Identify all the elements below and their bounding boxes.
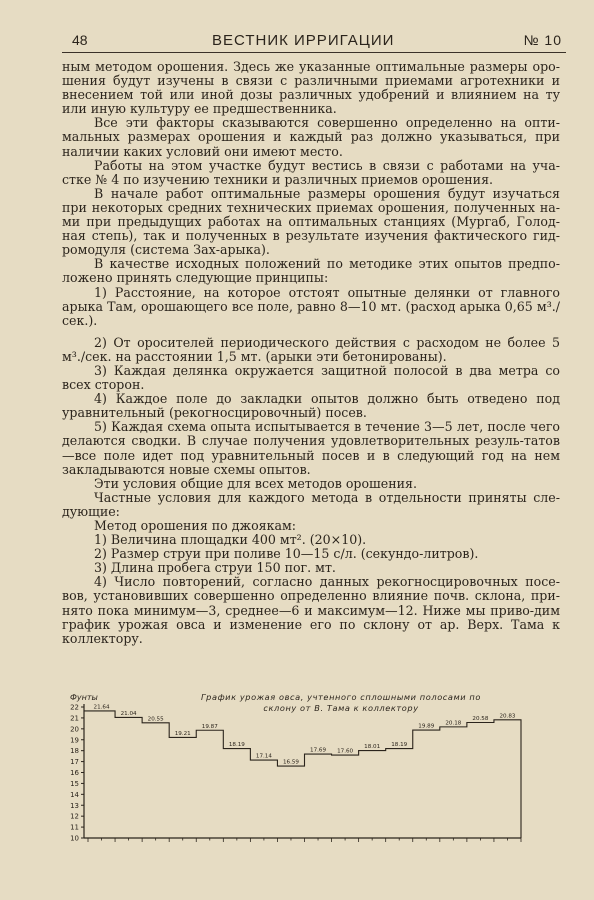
list-item: 4) Каждое поле до закладки опытов должно быть отведено под уравнительный (рекогносцировочный) посев. [62,391,560,421]
data-label: 17.14 [255,753,272,760]
y-tick-label: 16 [70,769,79,777]
yield-chart [66,690,536,860]
data-label: 20.55 [147,716,164,723]
y-tick-label: 20 [70,725,79,734]
y-tick-label: 12 [70,812,79,821]
issue-number: № 10 [523,32,562,48]
data-label: 18.19 [391,742,408,749]
page-number: 48 [72,32,88,48]
y-tick-label: 14 [70,790,79,799]
y-axis-label: Фунты [70,693,98,702]
list-item: 1) Величина площадки 400 мт². (20×10). [94,532,367,548]
data-label: 17.69 [310,747,327,754]
data-label: 16.59 [282,759,299,766]
paragraph: ным методом орошения. Здесь же указанные оптимальные размеры оро-шения будут изучены в связи с различными приемами агротехники и внесением той или иной дозы различных удобрений и влиянием на ту или иную культуру ее предшественника. [62,59,560,117]
y-tick-label: 19 [70,736,79,745]
list-item: 1) Расстояние, на которое отстоят опытные делянки от главного арыка Там, орошающего все поле, равно 8—10 мт. (расход арыка 0,65 м³./сек.). [62,284,560,328]
data-label: 18.19 [228,742,245,749]
yield-step-line [84,711,521,838]
chart-title: График урожая овса, учтенного сплошными полосами по склону от В. Тама к коллектору [201,692,481,713]
list-item: 2) Размер струи при поливе 10—15 с/л. (секундо-литров). [94,546,479,562]
list-item: 2) От оросителей периодического действия с расходом не более 5 м³./сек. на расстоянии 1,5 мт. (арыки эти бетонированы). [62,334,560,364]
list-item: 5) Каждая схема опыта испытывается в течение 3—5 лет, после чего делаются сводки. В случае получения удовлетворительных резуль-татов—все поле идет под уравнительный посев и в следующий год на нем закладываются новые схемы опытов. [62,419,560,477]
article-body [62,60,560,646]
y-tick-label: 17 [70,758,79,767]
data-label: 20.58 [472,716,489,723]
paragraph: В начале работ оптимальные размеры орошения будут изучаться при некоторых средних технических приемах орошения, полученных на-ми при предыдущих работах на оптимальных станциях (Мургаб, Голод-ная степь), так и полученных в результате изучения фактического гид-ромодуля (система Зах-арыка). [62,185,560,258]
data-label: 19.87 [201,723,218,730]
paragraph: Эти условия общие для всех методов орошения. [94,475,417,491]
data-label: 17.60 [337,748,354,755]
paragraph: Частные условия для каждого метода в отдельности приняты сле-дующие: [62,489,560,519]
data-label: 19.89 [418,723,435,730]
data-label: 20.18 [445,720,462,727]
y-tick-label: 13 [70,801,79,810]
paragraph: В качестве исходных положений по методике этих опытов предпо-ложено принять следующие принципы: [62,256,560,286]
data-label: 20.83 [499,713,516,720]
y-tick-label: 22 [70,703,79,712]
data-label: 21.04 [120,710,137,717]
y-tick-label: 10 [70,834,79,843]
paragraph: Все эти факторы сказываются совершенно определенно на опти-мальных размерах орошения и каждый раз должно указываться, при наличии каких условий они имеют место. [62,115,560,159]
paragraph: Работы на этом участке будут вестись в связи с работами на уча-стке № 4 по изучению техники и различных приемов орошения. [62,157,560,187]
data-label: 21.64 [93,704,110,711]
data-label: 19.21 [174,730,191,737]
method-heading: Метод орошения по джоякам: [94,518,297,533]
chart-plot [66,690,536,860]
page-header [62,30,566,53]
list-item: 3) Длина пробега струи 150 пог. мт. [94,560,336,576]
y-tick-label: 18 [70,747,79,756]
data-label: 18.01 [364,744,381,751]
y-tick-label: 21 [70,714,79,723]
list-item: 3) Каждая делянка окружается защитной полосой в два метра со всех сторон. [62,362,560,393]
y-tick-label: 11 [70,823,79,832]
journal-title: ВЕСТНИК ИРРИГАЦИИ [212,32,395,49]
y-tick-label: 15 [70,779,79,788]
list-item: 4) Число повторений, согласно данных рекогносцировочных посе-вов, установивших совершенно определенно влияние почв. склона, при-нято пока минимум—3, среднее—6 и максимум—12. Ниже мы приво-дим график урожая овса и изменение его по склону от ар. Верх. Тама к коллектору. [62,574,560,646]
